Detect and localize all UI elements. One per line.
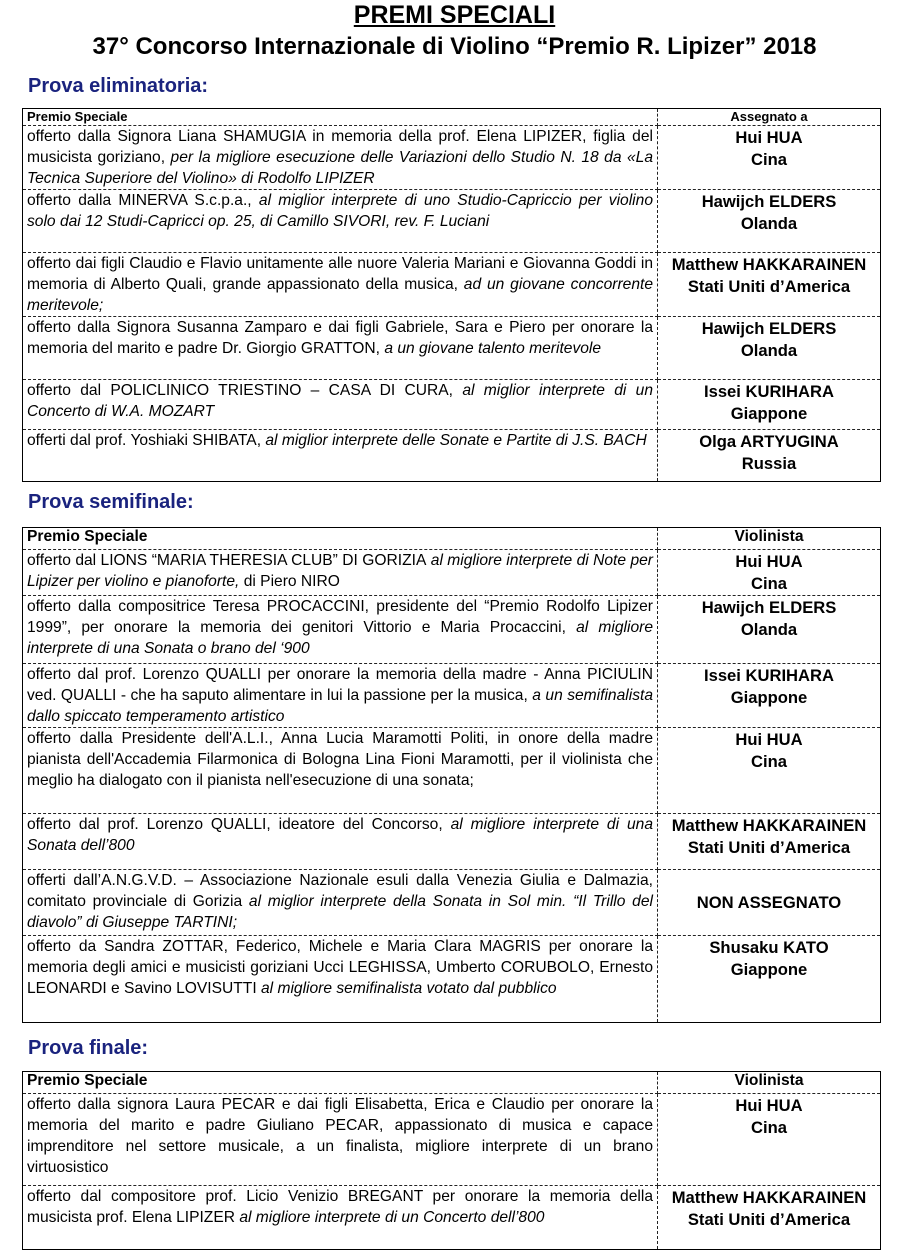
prize-description: offerto dalla Signora Susanna Zamparo e dai figli Gabriele, Sara e Piero per onorare la memoria del marito e padre Dr. Giorgio GRATTON, a un giovane talento meritevole [23,317,658,380]
table-row [23,550,881,596]
prize-description: offerto dal POLICLINICO TRIESTINO – CASA DI CURA, al miglior interprete di un Concerto di W.A. MOZART [23,380,658,430]
prize-description: offerti dal prof. Yoshiaki SHIBATA, al miglior interprete delle Sonate e Partite di J.S. BACH [23,430,658,482]
prize-description: offerto dalla MINERVA S.c.p.a., al miglior interprete di uno Studio-Capriccio per violino solo dai 12 Studi-Capricci op. 25, di Camillo SIVORI, rev. F. Luciani [23,190,658,253]
table-header [23,528,881,550]
winner-country: Giappone [730,960,808,979]
winner-name: NON ASSEGNATO [696,893,842,912]
table-row [23,728,881,814]
winner-country: Cina [751,574,787,593]
winner-name: Hawijch ELDERS [701,598,837,617]
winner-name: Olga ARTYUGINA [699,432,839,451]
page-title: PREMI SPECIALI [353,1,556,29]
table-row [23,664,881,728]
prize-table-eliminatoria [22,108,881,482]
prize-winner [658,1094,881,1186]
winner-name: Issei KURIHARA [703,666,834,685]
prize-winner [658,870,881,936]
section-heading-finale: Prova finale: [28,1037,149,1059]
winner-country: Cina [751,752,787,771]
table-row [23,870,881,936]
prize-description: offerto dalla Presidente dell'A.L.I., Anna Lucia Maramotti Politi, in onore della madre pianista dell'Accademia Filarmonica di Bologna Lina Fioni Maramotti, per il violinista che meglio ha dialogato con il pianista nell'esecuzione di una sonata; [23,728,658,814]
winner-name: Matthew HAKKARAINEN [671,255,867,274]
column-header-prize: Premio Speciale [23,528,658,550]
winner-name: Hui HUA [735,552,803,571]
section-heading-eliminatoria: Prova eliminatoria: [28,75,209,97]
prize-table-finale [22,1071,881,1250]
winner-country: Olanda [740,620,798,639]
page-subtitle: 37° Concorso Internazionale di Violino “Premio R. Lipizer” 2018 [92,33,817,60]
table-row [23,596,881,664]
column-header-winner: Violinista [658,1072,881,1094]
table-row [23,253,881,317]
prize-winner [658,253,881,317]
winner-name: Hawijch ELDERS [701,319,837,338]
table-header [23,1072,881,1094]
table-row [23,430,881,482]
prize-winner [658,430,881,482]
prize-description: offerto dalla Signora Liana SHAMUGIA in memoria della prof. Elena LIPIZER, figlia del musicista goriziano, per la migliore esecuzione delle Variazioni dello Studio N. 18 da «La Tecnica Superiore del Violino» di Rodolfo LIPIZER [23,126,658,190]
table-row [23,936,881,1023]
winner-name: Hawijch ELDERS [701,192,837,211]
winner-name: Hui HUA [735,1096,803,1115]
prize-description: offerto dal LIONS “MARIA THERESIA CLUB” DI GORIZIA al migliore interprete di Note per Lipizer per violino e pianoforte, di Piero NIRO [23,550,658,596]
winner-country: Giappone [730,404,808,423]
winner-country: Stati Uniti d’America [687,1210,851,1229]
column-header-prize: Premio Speciale [23,1072,658,1094]
table-row [23,126,881,190]
winner-name: Issei KURIHARA [703,382,834,401]
prize-winner [658,936,881,1023]
winner-name: Matthew HAKKARAINEN [671,816,867,835]
winner-country: Stati Uniti d’America [687,277,851,296]
prize-description: offerti dall’A.N.G.V.D. – Associazione Nazionale esuli dalla Venezia Giulia e Dalmazia, comitato provinciale di Gorizia al miglior interprete della Sonata in Sol min. “Il Trillo del diavolo” di Giuseppe TARTINI; [23,870,658,936]
table-row [23,1186,881,1250]
winner-country: Stati Uniti d’America [687,838,851,857]
winner-country: Olanda [740,341,798,360]
column-header-winner: Violinista [658,528,881,550]
winner-country: Russia [741,454,797,473]
prize-winner [658,664,881,728]
winner-country: Olanda [740,214,798,233]
winner-country: Cina [751,150,787,169]
prize-winner [658,814,881,870]
prize-description: offerto dal prof. Lorenzo QUALLI, ideatore del Concorso, al migliore interprete di una Sonata dell’800 [23,814,658,870]
prize-description: offerto dal prof. Lorenzo QUALLI per onorare la memoria della madre - Anna PICIULIN ved. QUALLI - che ha saputo alimentare in lui la passione per la musica, a un semifinalista dallo spiccato temperamento artistico [23,664,658,728]
winner-name: Hui HUA [735,128,803,147]
prize-description: offerto dalla signora Laura PECAR e dai figli Elisabetta, Erica e Claudio per onorare la memoria del marito e padre Giuliano PECAR, appassionato di musica e capace imprenditore nel settore musicale, a un finalista, migliore interprete di un brano virtuosistico [23,1094,658,1186]
prize-winner [658,317,881,380]
prize-description: offerto dal compositore prof. Licio Venizio BREGANT per onorare la memoria della musicista prof. Elena LIPIZER al migliore interprete di un Concerto dell’800 [23,1186,658,1250]
prize-winner [658,190,881,253]
table-header [23,109,881,126]
prize-winner [658,380,881,430]
section-heading-semifinale: Prova semifinale: [28,491,194,513]
prize-table-semifinale [22,527,881,1023]
winner-country: Cina [751,1118,787,1137]
winner-country: Giappone [730,688,808,707]
table-row [23,1094,881,1186]
table-row [23,190,881,253]
prize-description: offerto da Sandra ZOTTAR, Federico, Michele e Maria Clara MAGRIS per onorare la memoria degli amici e musicisti goriziani Ucci LEGHISSA, Umberto CORUBOLO, Ernesto LEONARDI e Savino LOVISUTTI al migliore semifinalista votato dal pubblico [23,936,658,1023]
table-row [23,814,881,870]
table-row [23,317,881,380]
winner-name: Hui HUA [735,730,803,749]
prize-winner [658,550,881,596]
prize-winner [658,596,881,664]
prize-description: offerto dai figli Claudio e Flavio unitamente alle nuore Valeria Mariani e Giovanna Goddi in memoria di Alberto Quali, grande appassionato della musica, ad un giovane concorrente meritevole; [23,253,658,317]
column-header-winner: Assegnato a [658,109,881,126]
prize-description: offerto dalla compositrice Teresa PROCACCINI, presidente del “Premio Rodolfo Lipizer 1999”, per onorare la memoria dei genitori Vittorio e Maria Procaccini, al migliore interprete di una Sonata o brano del ‘900 [23,596,658,664]
prize-winner [658,1186,881,1250]
winner-name: Shusaku KATO [709,938,829,957]
prize-winner [658,126,881,190]
prize-winner [658,728,881,814]
table-row [23,380,881,430]
column-header-prize: Premio Speciale [23,109,658,126]
winner-name: Matthew HAKKARAINEN [671,1188,867,1207]
